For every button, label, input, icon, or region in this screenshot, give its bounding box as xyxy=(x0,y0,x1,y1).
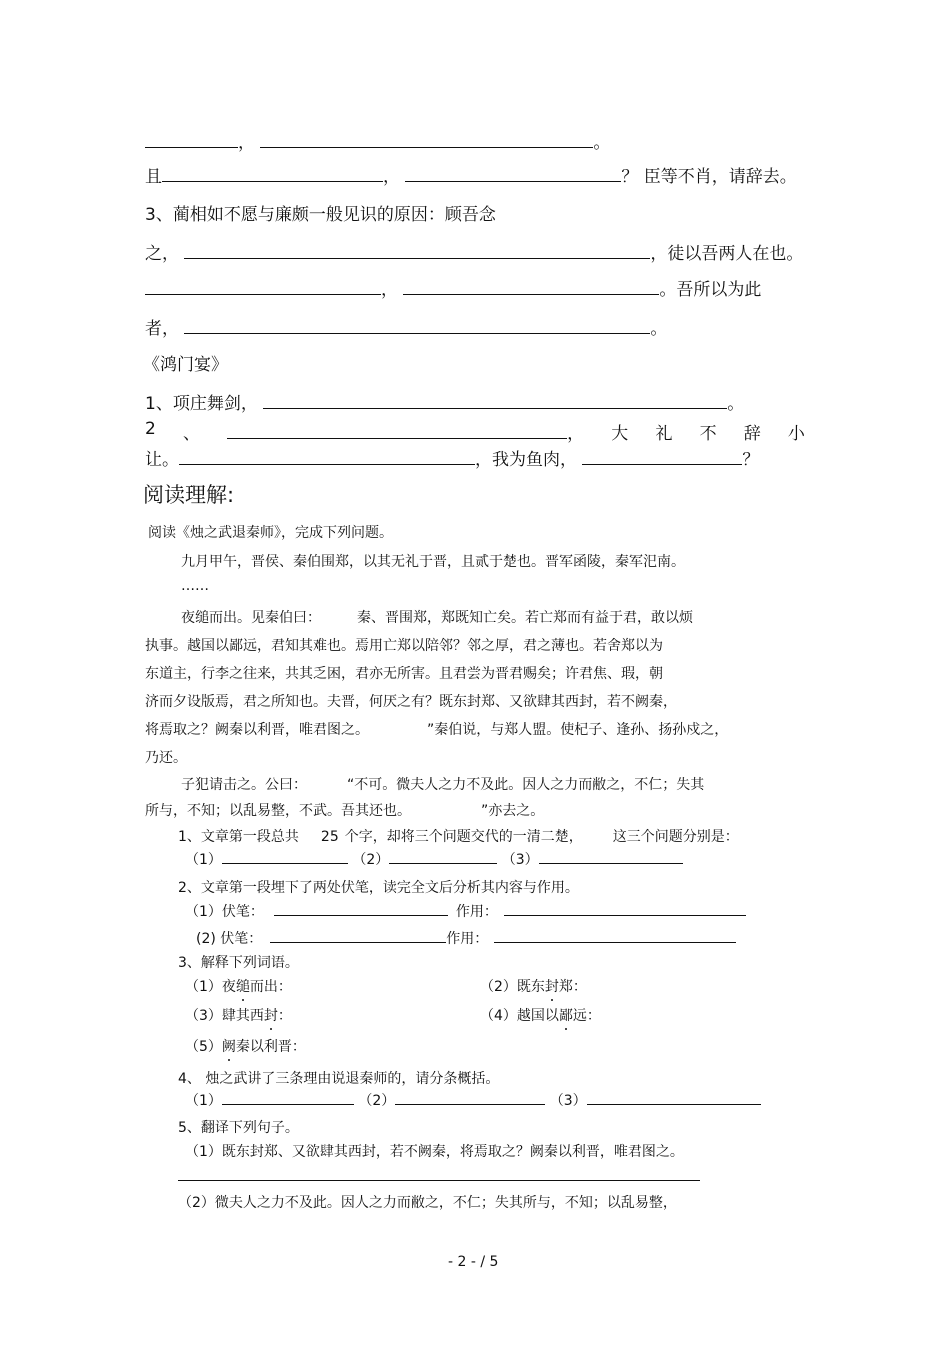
punct: 。 xyxy=(593,133,611,153)
text: 秦、晋围郑，郑既知亡矣。若亡郑而有益于君，敢以烦 xyxy=(357,610,693,626)
text: “不可。微夫人之力不及此。因人之力而敝之，不仁；失其 xyxy=(347,777,705,793)
passage-p2-line5 xyxy=(145,719,728,739)
punct: 。 xyxy=(650,319,668,339)
text: 25 xyxy=(320,829,339,845)
text: 子犯请击之。公曰： xyxy=(181,777,307,793)
answer-blank[interactable] xyxy=(222,1092,354,1105)
hm-q2-line1 xyxy=(145,419,805,444)
text: ，徒以吾两人在也。 xyxy=(650,244,804,264)
text: 作用： xyxy=(455,904,498,920)
text: （2） xyxy=(352,852,390,868)
passage-p2-line4: 济而夕设版焉，君之所知也。夫晋，何厌之有？既东封郑、又欲肆其西封，若不阙秦， xyxy=(145,694,677,710)
answer-blank[interactable] xyxy=(587,1092,761,1105)
text: 郑： xyxy=(558,979,587,995)
passage-ellipsis: …… xyxy=(181,578,209,594)
text: （2）既东 xyxy=(480,979,545,995)
text: 之， xyxy=(145,244,179,264)
text: ？ 臣等不肖，请辞去。 xyxy=(621,167,797,187)
q3-item-2 xyxy=(480,976,587,996)
question-5-sentence-1: （1）既东封郑、又欲肆其西封，若不阙秦，将焉取之？阙秦以利晋，唯君图之。 xyxy=(185,1144,684,1160)
passage-p2-line3: 东道主，行李之往来，共其乏困，君亦无所害。且君尝为晋君赐矣；许君焦、瑕，朝 xyxy=(145,666,663,682)
blank[interactable] xyxy=(263,393,727,409)
passage-p2-line6: 乃还。 xyxy=(145,750,187,766)
passage-p3-line1 xyxy=(181,774,704,794)
text: (2) 伏笔： xyxy=(196,931,263,947)
text: 1、文章第一段总共 xyxy=(178,829,299,845)
answer-blank[interactable] xyxy=(389,851,497,864)
text: 作用： xyxy=(446,931,489,947)
question-2: 2、文章第一段埋下了两处伏笔，读完全文后分析其内容与作用。 xyxy=(178,880,579,896)
text: 而出： xyxy=(249,979,292,995)
answer-blank[interactable] xyxy=(274,903,448,916)
text: （5） xyxy=(185,1039,222,1055)
answer-blank[interactable] xyxy=(494,930,736,943)
blank[interactable] xyxy=(582,449,742,465)
blank[interactable] xyxy=(162,166,383,182)
passage-p2-line1 xyxy=(181,607,693,627)
passage-p3-line2 xyxy=(145,800,544,820)
punct: 、 xyxy=(182,424,200,444)
text: （3）肆其西 xyxy=(185,1008,264,1024)
question-1 xyxy=(178,826,739,846)
q3-item-4 xyxy=(480,1005,601,1025)
text: 个字，却将三个问题交代的一清二楚， xyxy=(344,829,583,845)
text: 。吾所以为此 xyxy=(659,280,762,300)
passage-p1: 九月甲午，晋侯、秦伯围郑，以其无礼于晋，且贰于楚也。晋军函陵，秦军汜南。 xyxy=(181,554,685,570)
text: 将焉取之？阙秦以利晋，唯君图之。 xyxy=(145,722,369,738)
q3-item-1 xyxy=(185,976,292,996)
key-char: 封 xyxy=(544,979,559,995)
text: 大 xyxy=(611,424,629,444)
blank[interactable] xyxy=(260,132,593,148)
punct: 。 xyxy=(727,394,745,414)
answer-blank[interactable] xyxy=(539,851,683,864)
key-char: 缒 xyxy=(235,979,250,995)
text: 让。 xyxy=(145,450,179,470)
text: （1）夜 xyxy=(185,979,236,995)
text: 2 xyxy=(145,419,156,439)
fill-line-q3-3 xyxy=(145,275,761,300)
text: （3） xyxy=(501,852,539,868)
q3-item-5 xyxy=(185,1036,306,1056)
translation-line[interactable] xyxy=(178,1180,700,1181)
reading-instruction: 阅读《烛之武退秦师》，完成下列问题。 xyxy=(148,525,393,541)
text: 秦以利晋： xyxy=(235,1039,306,1055)
passage-p2-line2: 执事。越国以鄙远，君知其难也。焉用亡郑以陪邻？邻之厚，君之薄也。若舍郑以为 xyxy=(145,638,663,654)
question-4-answers xyxy=(185,1090,761,1110)
fill-line-q3-4 xyxy=(145,314,667,339)
fill-line-2 xyxy=(145,162,797,187)
text: 夜缒而出。见秦伯曰： xyxy=(181,610,321,626)
punct: ， xyxy=(567,424,585,444)
question-1-answers xyxy=(185,849,683,869)
blank[interactable] xyxy=(405,166,621,182)
q3-item-3 xyxy=(185,1005,292,1025)
fill-line-q3-2 xyxy=(145,239,803,264)
reading-heading: 阅读理解: xyxy=(143,483,235,507)
question-2-row-1 xyxy=(185,901,746,921)
text: （1）伏笔： xyxy=(185,904,264,920)
question-5-sentence-2: （2）微夫人之力不及此。因人之力而敝之，不仁；失其所与，不知；以乱易整， xyxy=(178,1195,677,1211)
text: （1） xyxy=(185,1093,222,1109)
blank[interactable] xyxy=(227,423,567,439)
punct: ， xyxy=(238,133,255,153)
text: 者， xyxy=(145,319,179,339)
text: 辞 xyxy=(743,424,761,444)
question-2-row-2 xyxy=(196,928,736,948)
question-3: 3、解释下列词语。 xyxy=(178,955,299,971)
text: ”亦去之。 xyxy=(481,803,545,819)
key-char: 封 xyxy=(263,1008,278,1024)
question-4: 4、 烛之武讲了三条理由说退秦师的，请分条概括。 xyxy=(178,1071,500,1087)
punct: ？ xyxy=(742,450,760,470)
blank[interactable] xyxy=(145,132,238,148)
text: 礼 xyxy=(655,424,673,444)
text: 这三个问题分别是： xyxy=(612,829,739,845)
text: ，我为鱼肉， xyxy=(475,450,577,470)
text: 且 xyxy=(145,167,162,187)
key-char: 鄙 xyxy=(558,1008,573,1024)
text: ： xyxy=(277,1008,292,1024)
blank[interactable] xyxy=(179,449,475,465)
text: 所与，不知；以乱易整，不武。吾其还也。 xyxy=(145,803,411,819)
hm-q1 xyxy=(145,389,744,414)
hongmen-title: 《鸿门宴》 xyxy=(143,355,228,375)
text: （2） xyxy=(358,1093,396,1109)
answer-blank[interactable] xyxy=(504,903,746,916)
blank[interactable] xyxy=(184,318,650,334)
text: 不 xyxy=(699,424,717,444)
key-char: 阙 xyxy=(221,1039,236,1055)
hm-q2-blank-group xyxy=(227,419,584,444)
text: （4）越国以 xyxy=(480,1008,559,1024)
answer-blank[interactable] xyxy=(270,930,446,943)
text: （1） xyxy=(185,852,222,868)
question-5: 5、翻译下列句子。 xyxy=(178,1120,299,1136)
fill-line-1 xyxy=(145,128,610,153)
text: ”秦伯说，与郑人盟。使杞子、逢孙、扬孙戍之， xyxy=(427,722,729,738)
blank[interactable] xyxy=(403,279,659,295)
text: 1、项庄舞剑， xyxy=(145,394,258,414)
text: 远： xyxy=(572,1008,601,1024)
blank[interactable] xyxy=(145,279,381,295)
blank[interactable] xyxy=(184,243,650,259)
punct: ， xyxy=(381,280,398,300)
answer-blank[interactable] xyxy=(395,1092,545,1105)
text: 小 xyxy=(787,424,805,444)
q3-intro: 3、蔺相如不愿与廉颇一般见识的原因：顾吾念 xyxy=(145,205,496,225)
punct: ， xyxy=(383,167,400,187)
hm-q2-line2 xyxy=(145,445,759,470)
page-number: - 2 - / 5 xyxy=(448,1254,499,1270)
text: （3） xyxy=(549,1093,587,1109)
answer-blank[interactable] xyxy=(222,851,348,864)
